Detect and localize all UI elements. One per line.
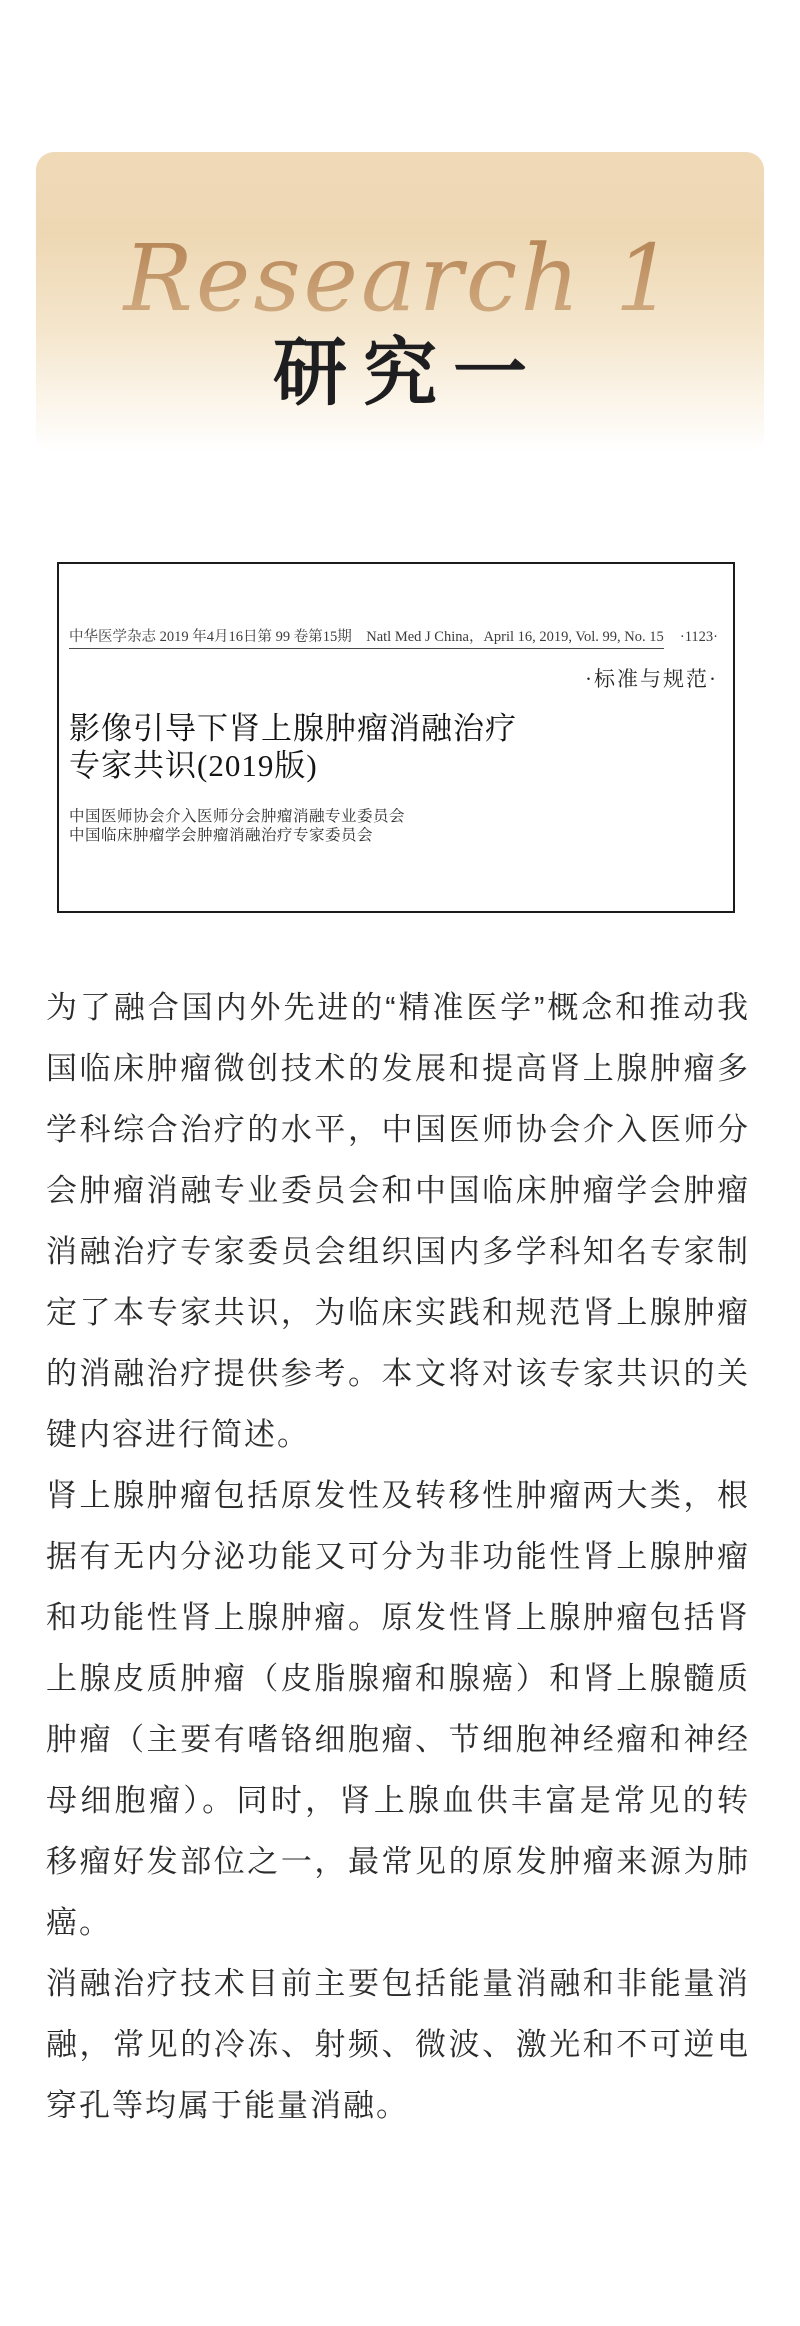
body-paragraph-2: 肾上腺肿瘤包括原发性及转移性肿瘤两大类，根据有无内分泌功能又可分为非功能性肾上腺肿瘤和功能性肾上腺肿瘤。原发性肾上腺肿瘤包括肾上腺皮质肿瘤（皮脂腺瘤和腺癌）和肾上腺髓质肿瘤（主要有嗜铬细胞瘤、节细胞神经瘤和神经母细胞瘤）。同时，肾上腺血供丰富是常见的转移瘤好发部位之一，最常见的原发肿瘤来源为肺癌。 — [46, 1478, 750, 1940]
consensus-title — [69, 710, 718, 784]
body-paragraph-1: 为了融合国内外先进的“精准医学”概念和推动我国临床肿瘤微创技术的发展和提高肾上腺肿瘤多学科综合治疗的水平，中国医师协会介入医师分会肿瘤消融专业委员会和中国临床肿瘤学会肿瘤消融治疗专家委员会组织国内多学科知名专家制定了本专家共识，为临床实践和规范肾上腺肿瘤的消融治疗提供参考。本文将对该专家共识的关键内容进行简述。 — [46, 990, 750, 1452]
body-paragraph-3: 消融治疗技术目前主要包括能量消融和非能量消融，常见的冷冻、射频、微波、激光和不可逆电穿孔等均属于能量消融。 — [46, 1966, 750, 2123]
hero-banner — [36, 152, 764, 452]
journal-page-number: ·1123· — [679, 629, 718, 645]
journal-column-label: ·标准与规范· — [585, 667, 718, 691]
research-script-label: Research 1 — [36, 152, 764, 329]
author-line-1: 中国医师协会介入医师分会肿瘤消融专业委员会 — [69, 808, 406, 825]
journal-masthead-row — [69, 628, 718, 649]
journal-clipping-card — [57, 562, 735, 913]
author-organizations — [69, 807, 718, 845]
author-line-2: 中国临床肿瘤学会肿瘤消融治疗专家委员会 — [69, 827, 374, 844]
journal-masthead: 中华医学杂志 2019 年4月16日第 99 卷第15期 Natl Med J China，April 16, 2019, Vol. 99, No. 15 — [69, 628, 664, 649]
article-body — [46, 977, 750, 2136]
research-title-cn: 研究一 — [273, 330, 543, 417]
consensus-title-line-1: 影像引导下肾上腺肿瘤消融治疗 — [69, 711, 517, 746]
article-page — [0, 152, 800, 2326]
consensus-title-line-2: 专家共识(2019版) — [69, 748, 318, 783]
